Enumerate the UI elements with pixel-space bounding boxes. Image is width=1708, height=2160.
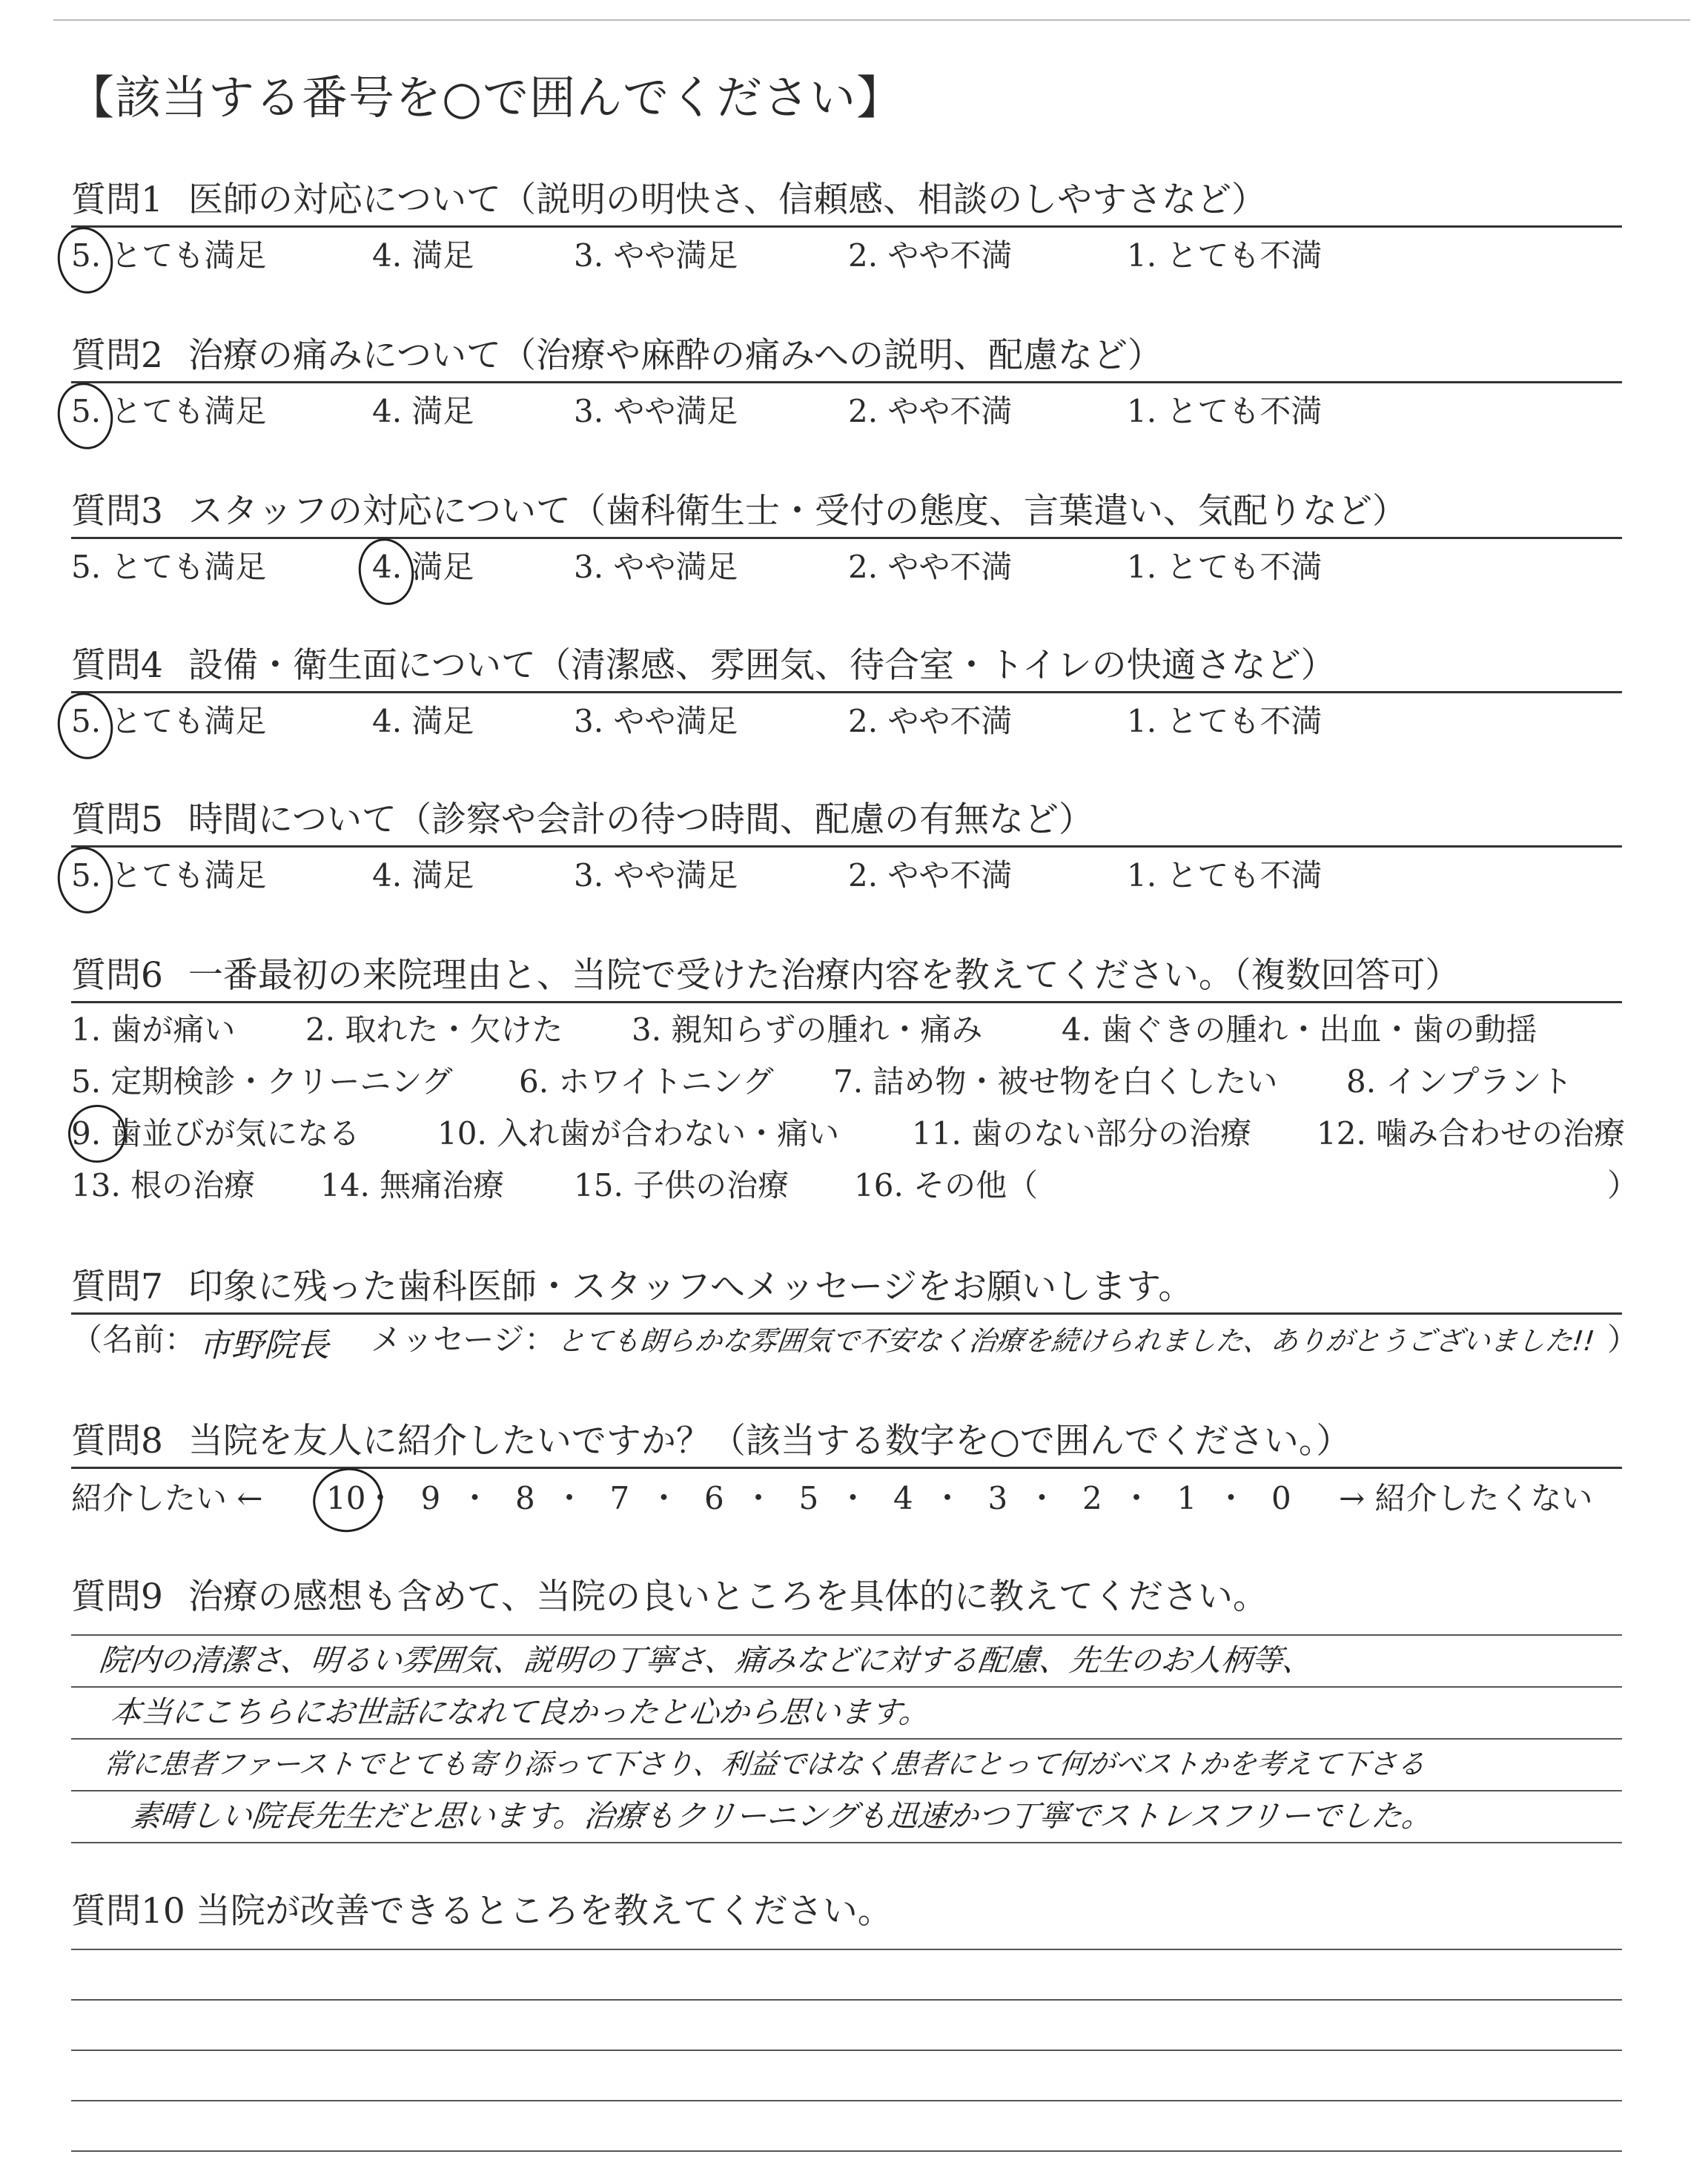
q5-option[interactable]: 2. やや不満 — [848, 857, 1013, 894]
question-underline — [71, 381, 1622, 383]
q3-option[interactable]: 1. とても不満 — [1127, 549, 1323, 585]
scale-separator: ・ — [459, 1480, 491, 1516]
recommend-value[interactable]: 6 — [704, 1480, 724, 1516]
q3-option[interactable]: 3. やや満足 — [574, 549, 738, 585]
recommend-value[interactable]: 5 — [798, 1480, 819, 1516]
q6-other-close: ） — [1607, 1167, 1639, 1203]
top-border — [53, 19, 1690, 21]
q5-option[interactable]: 5. とても満足 — [71, 857, 267, 894]
recommend-value[interactable]: 8 — [515, 1480, 535, 1516]
question-text: 設備・衛生面について（清潔感、雰囲気、待合室・トイレの快適さなど） — [188, 645, 1336, 686]
name-answer[interactable]: 市野院長 — [199, 1327, 329, 1364]
q5-option[interactable]: 3. やや満足 — [574, 857, 738, 894]
answer-line[interactable] — [71, 1999, 1622, 2001]
answer-line — [71, 1738, 1622, 1740]
question-number: 質問4 — [71, 645, 163, 686]
scale-right-label: → 紹介したくない — [1339, 1480, 1593, 1516]
question-6 — [71, 954, 1460, 998]
q1-option[interactable]: 2. やや不満 — [848, 237, 1013, 274]
q4-option[interactable]: 3. やや満足 — [574, 703, 738, 739]
q1-option[interactable]: 5. とても満足 — [71, 237, 267, 274]
message-answer[interactable]: とても朗らかな雰囲気で不安なく治療を続けられました、ありがとうございました!! — [555, 1325, 1596, 1357]
question-underline — [71, 845, 1622, 848]
question-text: 当院を友人に紹介したいですか？（該当する数字を○で囲んでください。） — [188, 1421, 1351, 1462]
recommend-value[interactable]: 7 — [609, 1480, 630, 1516]
question-underline — [71, 1467, 1622, 1469]
q3-option[interactable]: 4. 満足 — [372, 549, 474, 585]
handwritten-answer-line[interactable]: 院内の清潔さ、明るい雰囲気、説明の丁寧さ、痛みなどに対する配慮、先生のお人柄等、 — [97, 1642, 1315, 1678]
recommend-value[interactable]: 4 — [893, 1480, 913, 1516]
q6-option[interactable]: 13. 根の治療 — [71, 1167, 256, 1203]
q6-option[interactable]: 1. 歯が痛い — [71, 1011, 236, 1048]
q3-option[interactable]: 2. やや不満 — [848, 549, 1013, 585]
q4-option[interactable]: 2. やや不満 — [848, 703, 1013, 739]
recommend-value[interactable]: 10 — [326, 1480, 366, 1516]
handwritten-answer-line[interactable]: 素晴しい院長先生だと思います。治療もクリーニングも迅速かつ丁寧でストレスフリーでした。 — [128, 1798, 1434, 1834]
question-2 — [71, 334, 1162, 378]
q4-option[interactable]: 5. とても満足 — [71, 703, 267, 739]
q6-option[interactable]: 5. 定期検診・クリーニング — [71, 1063, 453, 1100]
recommend-value[interactable]: 1 — [1176, 1480, 1197, 1516]
q6-option[interactable]: 8. インプラント — [1346, 1063, 1573, 1100]
question-3 — [71, 489, 1407, 534]
question-underline — [71, 691, 1622, 693]
question-number: 質問7 — [71, 1266, 163, 1307]
q2-option[interactable]: 1. とても不満 — [1127, 393, 1323, 429]
question-number: 質問5 — [71, 799, 163, 840]
question-text: 治療の感想も含めて、当院の良いところを具体的に教えてください。 — [188, 1576, 1268, 1617]
q6-option[interactable]: 6. ホワイトニング — [519, 1063, 774, 1100]
recommend-value[interactable]: 0 — [1271, 1480, 1291, 1516]
question-number: 質問6 — [71, 955, 163, 996]
q3-option[interactable]: 5. とても満足 — [71, 549, 267, 585]
question-text: 治療の痛みについて（治療や麻酔の痛みへの説明、配慮など） — [188, 335, 1163, 376]
question-5 — [71, 798, 1093, 842]
answer-line — [71, 1686, 1622, 1688]
question-number: 質問10 — [71, 1891, 185, 1932]
question-underline — [71, 1312, 1622, 1315]
scale-separator: ・ — [837, 1480, 869, 1516]
handwritten-answer-line[interactable]: 本当にこちらにお世話になれて良かったと心から思います。 — [109, 1694, 932, 1730]
q6-option[interactable]: 4. 歯ぐきの腫れ・出血・歯の動揺 — [1062, 1011, 1537, 1048]
q6-option[interactable]: 11. 歯のない部分の治療 — [912, 1115, 1252, 1152]
question-text: 印象に残った歯科医師・スタッフへメッセージをお願いします。 — [188, 1266, 1194, 1307]
answer-line — [71, 1634, 1622, 1636]
recommend-value[interactable]: 2 — [1082, 1480, 1102, 1516]
question-10 — [71, 1889, 893, 1934]
question-1 — [71, 178, 1266, 222]
q2-option[interactable]: 4. 満足 — [372, 393, 474, 429]
q5-option[interactable]: 1. とても不満 — [1127, 857, 1323, 894]
q6-option[interactable]: 10. 入れ歯が合わない・痛い — [437, 1115, 840, 1152]
q2-option[interactable]: 3. やや満足 — [574, 393, 738, 429]
q4-option[interactable]: 4. 満足 — [372, 703, 474, 739]
question-number: 質問3 — [71, 491, 163, 532]
q4-option[interactable]: 1. とても不満 — [1127, 703, 1323, 739]
question-text: スタッフの対応について（歯科衛生士・受付の態度、言葉遣い、気配りなど） — [188, 491, 1407, 532]
scale-separator: ・ — [1026, 1480, 1058, 1516]
question-9 — [71, 1575, 1268, 1619]
q2-option[interactable]: 2. やや不満 — [848, 393, 1013, 429]
message-label: メッセージ： — [371, 1321, 556, 1358]
q6-option[interactable]: 2. 取れた・欠けた — [305, 1011, 563, 1048]
q5-option[interactable]: 4. 満足 — [372, 857, 474, 894]
handwritten-answer-line[interactable]: 常に患者ファーストでとても寄り添って下さり、利益ではなく患者にとって何がベストかを考えて下さる — [102, 1748, 1427, 1780]
answer-line[interactable] — [71, 2050, 1622, 2051]
scale-left-label: 紹介したい ← — [71, 1480, 263, 1516]
q1-option[interactable]: 3. やや満足 — [574, 237, 738, 274]
scale-separator: ・ — [554, 1480, 586, 1516]
message-close: ） — [1607, 1321, 1639, 1358]
question-text: 一番最初の来院理由と、当院で受けた治療内容を教えてください。（複数回答可） — [188, 955, 1460, 996]
scale-separator: ・ — [743, 1480, 775, 1516]
question-text: 当院が改善できるところを教えてください。 — [195, 1891, 893, 1932]
q6-option[interactable]: 7. 詰め物・被せ物を白くしたい — [833, 1063, 1278, 1100]
question-number: 質問8 — [71, 1421, 163, 1462]
recommend-value[interactable]: 3 — [987, 1480, 1008, 1516]
q1-option[interactable]: 1. とても不満 — [1127, 237, 1323, 274]
q1-option[interactable]: 4. 満足 — [372, 237, 474, 274]
question-number: 質問2 — [71, 335, 163, 376]
question-text: 医師の対応について（説明の明快さ、信頼感、相談のしやすさなど） — [188, 179, 1267, 220]
answer-line[interactable] — [71, 1949, 1622, 1950]
answer-line[interactable] — [71, 2150, 1622, 2152]
question-underline — [71, 1001, 1622, 1003]
question-underline — [71, 537, 1622, 539]
q6-option[interactable]: 14. 無痛治療 — [320, 1167, 505, 1203]
q6-option[interactable]: 9. 歯並びが気になる — [71, 1115, 360, 1152]
question-8 — [71, 1419, 1351, 1464]
q6-option[interactable]: 16. その他（ — [854, 1167, 1039, 1203]
scale-separator: ・ — [932, 1480, 964, 1516]
question-7 — [71, 1265, 1193, 1309]
scale-separator: ・ — [648, 1480, 680, 1516]
q6-option[interactable]: 12. 噛み合わせの治療 — [1317, 1115, 1626, 1152]
scale-separator: ・ — [365, 1480, 397, 1516]
answer-line — [71, 1790, 1622, 1791]
q6-option[interactable]: 15. 子供の治療 — [574, 1167, 790, 1203]
instruction-title: 【該当する番号を○で囲んでください】 — [68, 70, 904, 125]
question-number: 質問9 — [71, 1576, 163, 1617]
recommend-value[interactable]: 9 — [420, 1480, 441, 1516]
question-underline — [71, 225, 1622, 228]
scale-separator: ・ — [1121, 1480, 1153, 1516]
q6-option[interactable]: 3. 親知らずの腫れ・痛み — [632, 1011, 983, 1048]
scale-separator: ・ — [1215, 1480, 1247, 1516]
answer-line[interactable] — [71, 2100, 1622, 2101]
q2-option[interactable]: 5. とても満足 — [71, 393, 267, 429]
question-number: 質問1 — [71, 179, 163, 220]
name-label: （名前： — [71, 1321, 196, 1358]
question-4 — [71, 644, 1336, 688]
question-text: 時間について（診察や会計の待つ時間、配慮の有無など） — [188, 799, 1093, 840]
answer-line — [71, 1842, 1622, 1843]
